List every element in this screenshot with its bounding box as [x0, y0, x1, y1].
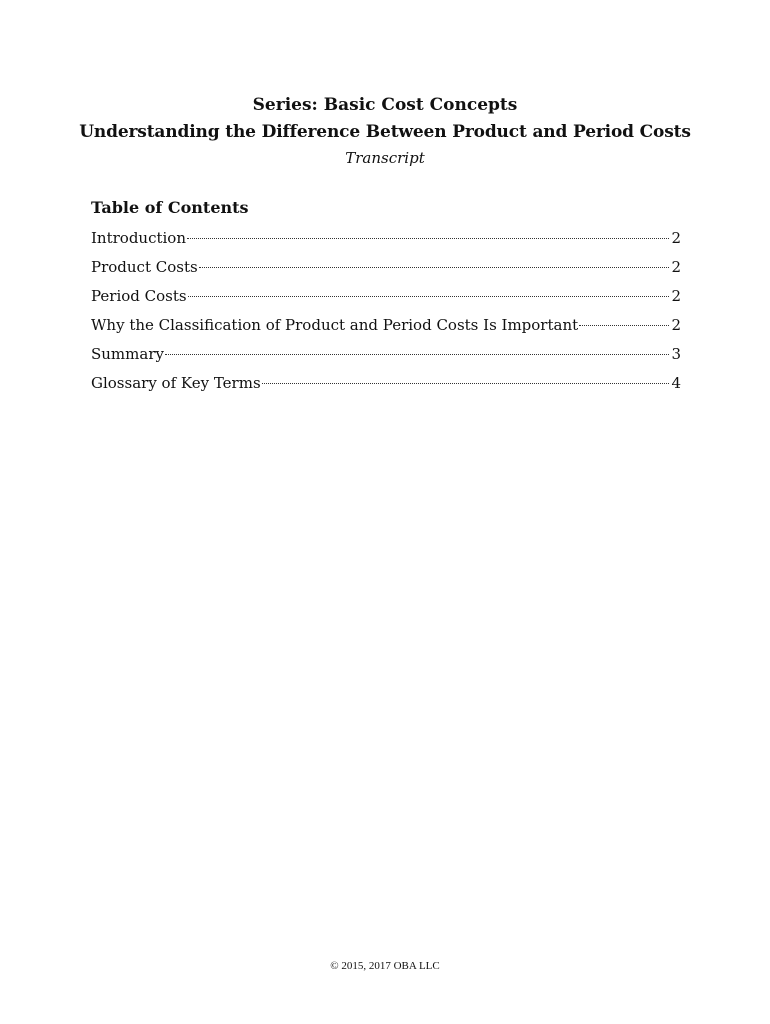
toc-entry-page-number: 2: [671, 229, 681, 247]
toc-entry-page-number: 2: [671, 258, 681, 276]
toc-entry-label: Introduction: [91, 229, 186, 247]
toc-entry-page-number: 3: [671, 345, 681, 363]
dot-leader: [187, 238, 669, 239]
toc-entry-label: Period Costs: [91, 287, 187, 305]
dot-leader: [165, 354, 669, 355]
toc-entry-classification-importance[interactable]: [91, 313, 681, 342]
dot-leader: [188, 296, 670, 297]
toc-entry-label: Summary: [91, 345, 164, 363]
dot-leader: [579, 325, 669, 326]
toc-entry-page-number: 2: [671, 316, 681, 334]
toc-heading: Table of Contents: [91, 198, 249, 217]
dot-leader: [199, 267, 670, 268]
toc-entry-summary[interactable]: [91, 342, 681, 371]
toc-entry-glossary[interactable]: [91, 371, 681, 400]
toc-entry-period-costs[interactable]: [91, 284, 681, 313]
copyright-footer: © 2015, 2017 OBA LLC: [330, 960, 440, 972]
dot-leader: [262, 383, 670, 384]
table-of-contents: [91, 226, 681, 400]
series-title: Series: Basic Cost Concepts: [252, 95, 518, 115]
toc-entry-label: Why the Classification of Product and Period Costs Is Important: [91, 316, 579, 334]
page-title: Understanding the Difference Between Product and Period Costs: [79, 122, 691, 142]
document-subtitle: Transcript: [345, 149, 425, 167]
toc-entry-page-number: 2: [671, 287, 681, 305]
toc-entry-label: Glossary of Key Terms: [91, 374, 261, 392]
toc-entry-introduction[interactable]: [91, 226, 681, 255]
toc-entry-page-number: 4: [671, 374, 681, 392]
toc-entry-product-costs[interactable]: [91, 255, 681, 284]
toc-entry-label: Product Costs: [91, 258, 198, 276]
